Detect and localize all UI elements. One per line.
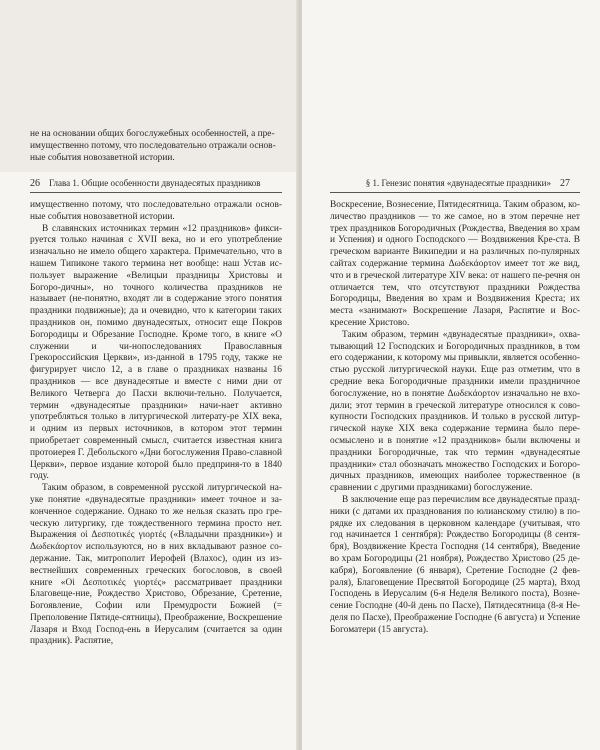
running-head-right: § 1. Генезис понятия «двунадесятые праздники» <box>365 178 551 188</box>
paragraph: В славянских источниках термин «12 праздников» фикси-руется только начиная с XVII века, но и его употребление изначально не имело общего характера. Примечательно, что в нашем Типиконе такого термина нет вообще: наш Устав ис-пользует выражение «Велицыи праздницы Христовы и Богоро-дичны», но точного количества праздников не называет (не-понятно, входят ли в содержание этого понятия праздники подвижные); да и очевидно, что к категории таких праздников он, помимо двунадесятых, относит еще Покров Богородицы и Обрезание Господне. Кроме того, в книге «О служении и чи-нопоследованиях Православныя Грекороссийския Церкви», из-данной в 1795 году, также не фигурирует число 12, а в главе о праздниках названы 16 праздников — все двунадесятые и вместе с ними дни от Великого Четверга до Пасхи включи-тельно. Получается, термин «двунадесятые праздники» начи-нает активно употребляться только в литургической литерату-ре XIX века, и одним из первых источников, в котором этот термин приобретает современный смысл, считается известная книга протоиерея Г. Дебольского «Дни богослужения Право-славной Церкви», первое издание которой было предприня-то в 1840 году. <box>30 223 282 482</box>
fragment-line: ные события новозаветной истории. <box>30 152 175 163</box>
paragraph: Таким образом, термин «двунадесятые праздники», охва-тывающий 12 Господских и Богородичных праздников, в том его содержании, к которому мы привыкли, является особенно-стью русской литургической науки. Еще раз отметим, что в средние века Богородичные праздники имели праздничное богослужение, но в понятие Δωδεκάορτον изначально не вхо-дили; этот термин в греческой литературе относился к сово-купности Господских праздников. И только в русской литур-гической науке XIX века содержание термина было пере-осмыслено и в понятие «12 праздников» были включены и праздники Богородичные, так что термин «двунадесятые праздники» стал обозначать множество Господских и Богоро-дичных праздников, имеющих наиболее торжественное (в сравнении с другими праздниками) богослужение. <box>330 329 580 494</box>
left-body-text <box>30 200 282 648</box>
left-header <box>30 178 261 189</box>
page-number-right: 27 <box>560 178 570 189</box>
page-number-left: 26 <box>30 178 40 189</box>
left-page <box>0 0 298 750</box>
paragraph: имущественно потому, что последовательно отражали основ-ные события новозаветной истории. <box>30 200 282 222</box>
header-rule-left <box>30 192 282 193</box>
running-head-left: Глава 1. Общие особенности двунадесятых праздников <box>49 178 261 188</box>
header-rule-right <box>330 192 580 193</box>
paragraph: Таким образом, в современной русской литургической на-уке понятие «двунадесятые праздники» имеет точное и за-конченное содержание. Однако то же нельзя сказать про гре-ческую литургику, где тождественного термина просто нет. Выражения οἱ Δεσποτικές γιορτές («Владычни праздники») и Δωδεκάορτον используются, но в них вкладывают разное со-держание. Так, митрополит Иерофей (Влахос), один из из-вестнейших современных греческих богословов, в своей книге «Οἱ Δεσποτικές γιορτές» рассматривает праздники Благовеще-ние, Рождество Христово, Обрезание, Сретение, Богоявление, Софии или Премудрости Божией (= Преполовение Пятиде-сятницы), Преображение, Воскрешение Лазаря и Вход Господ-ень в Иерусалим (считается за один праздник). Распятие, <box>30 483 282 647</box>
paragraph: В заключение еще раз перечислим все двунадесятые празд-ники (с датами их празднования по юлианскому стилю) в по-рядке их следования в церковном календаре (учитывая, что год начинается 1 сентября): Рождество Богородицы (8 сентя-бря), Воздвижение Креста Господня (14 сентября), Введение во храм Богородицы (21 ноября), Рождество Христово (25 де-кабря), Богоявление (6 января), Сретение Господне (2 фев-раля), Благовещение Пресвятой Богородице (25 марта), Вход Господень в Иерусалим (6-я Неделя Великого поста), Возне-сение Господне (40-й день по Пасхе), Пятидесятница (8-я Не-деля по Пасхе), Преображение Господне (6 августа) и Успение Богоматери (15 августа). <box>330 494 580 635</box>
right-page <box>302 0 600 750</box>
fragment-line: не на основании общих богослужебных особенностей, а пре- <box>30 129 275 139</box>
previous-page-fragment <box>30 129 282 164</box>
fragment-line: имущественно потому, что последовательно отражали основ- <box>30 140 276 151</box>
paragraph: Воскресение, Вознесение, Пятидесятница. Таким образом, ко-личество праздников — то же самое, но в этом перечне нет трех праздников Богородичных (Рождества, Введения во храм и Успения) и одного Господского — Воздвижения Кре-ста. В греческом варианте Википедии и на различных по-пулярных сайтах содержание термина Δωδεκάορτον имеет тот же вид, что и в греческой литературе XIV века: от нашего пе-речня он отличается тем, что отсутствуют праздники Рождества Богородицы, Введения во храм и Воздвижения Креста; их места «занимают» Воскрешение Лазаря, Распятие и Вос-кресение Христово. <box>330 200 580 328</box>
right-header <box>366 178 570 189</box>
right-body-text <box>330 200 580 636</box>
